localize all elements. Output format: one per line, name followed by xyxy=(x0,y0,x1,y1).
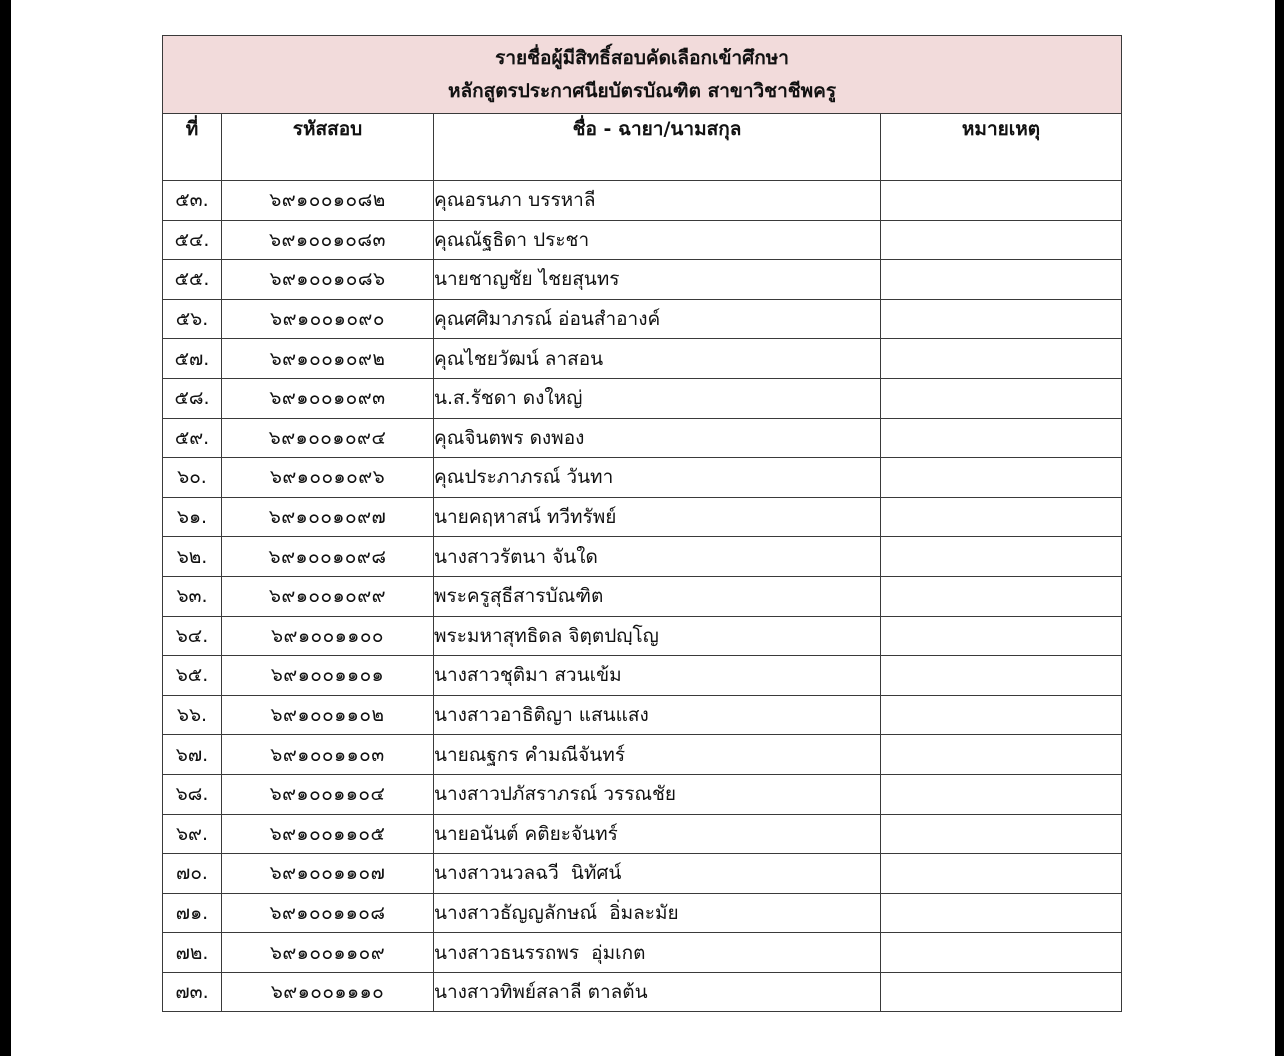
cell-code: ๖๙๑๐๐๑๑๐๔ xyxy=(222,774,434,814)
cell-no: ๗๓. xyxy=(163,972,222,1012)
table-row xyxy=(163,260,1122,300)
cell-no: ๕๙. xyxy=(163,418,222,458)
cell-no: ๗๐. xyxy=(163,854,222,894)
table-row xyxy=(163,576,1122,616)
cell-no: ๗๒. xyxy=(163,933,222,973)
cell-note xyxy=(881,656,1122,696)
cell-code: ๖๙๑๐๐๑๐๙๒ xyxy=(222,339,434,379)
cell-note xyxy=(881,854,1122,894)
cell-name: นายณฐกร คำมณีจันทร์ xyxy=(434,735,881,775)
cell-name: นางสาวอาธิติญา แสนแสง xyxy=(434,695,881,735)
cell-code: ๖๙๑๐๐๑๑๐๗ xyxy=(222,854,434,894)
table-row xyxy=(163,220,1122,260)
cell-name: คุณอรนภา บรรหาลี xyxy=(434,181,881,221)
cell-no: ๕๔. xyxy=(163,220,222,260)
cell-note xyxy=(881,893,1122,933)
table-row xyxy=(163,854,1122,894)
cell-note xyxy=(881,220,1122,260)
cell-note xyxy=(881,497,1122,537)
table-row xyxy=(163,656,1122,696)
cell-note xyxy=(881,735,1122,775)
cell-no: ๖๓. xyxy=(163,576,222,616)
cell-note xyxy=(881,299,1122,339)
header-code: รหัสสอบ xyxy=(222,114,434,181)
cell-name: นางสาวชุติมา สวนเข้ม xyxy=(434,656,881,696)
cell-code: ๖๙๑๐๐๑๐๘๓ xyxy=(222,220,434,260)
cell-no: ๖๒. xyxy=(163,537,222,577)
table-row xyxy=(163,814,1122,854)
candidate-table xyxy=(162,35,1122,1012)
cell-code: ๖๙๑๐๐๑๑๐๘ xyxy=(222,893,434,933)
table-row xyxy=(163,418,1122,458)
cell-code: ๖๙๑๐๐๑๐๙๗ xyxy=(222,497,434,537)
cell-note xyxy=(881,378,1122,418)
title-row xyxy=(163,36,1122,114)
cell-code: ๖๙๑๐๐๑๐๙๓ xyxy=(222,378,434,418)
cell-name: นางสาวนวลฉวี นิทัศน์ xyxy=(434,854,881,894)
cell-note xyxy=(881,695,1122,735)
cell-code: ๖๙๑๐๐๑๑๐๒ xyxy=(222,695,434,735)
cell-no: ๖๑. xyxy=(163,497,222,537)
cell-no: ๕๖. xyxy=(163,299,222,339)
cell-note xyxy=(881,537,1122,577)
cell-note xyxy=(881,616,1122,656)
cell-note xyxy=(881,418,1122,458)
cell-note xyxy=(881,814,1122,854)
cell-no: ๖๕. xyxy=(163,656,222,696)
table-body xyxy=(163,181,1122,1012)
table-row xyxy=(163,537,1122,577)
cell-no: ๕๗. xyxy=(163,339,222,379)
table-row xyxy=(163,299,1122,339)
cell-name: น.ส.รัชดา ดงใหญ่ xyxy=(434,378,881,418)
left-border-bar xyxy=(0,0,11,1056)
table-row xyxy=(163,497,1122,537)
column-header-row xyxy=(163,114,1122,181)
cell-name: พระครูสุธีสารบัณฑิต xyxy=(434,576,881,616)
header-note: หมายเหตุ xyxy=(881,114,1122,181)
table-row xyxy=(163,972,1122,1012)
title-line-1: รายชื่อผู้มีสิทธิ์สอบคัดเลือกเข้าศึกษา xyxy=(495,46,789,69)
table-row xyxy=(163,933,1122,973)
cell-no: ๕๕. xyxy=(163,260,222,300)
cell-code: ๖๙๑๐๐๑๑๐๙ xyxy=(222,933,434,973)
cell-no: ๕๘. xyxy=(163,378,222,418)
cell-note xyxy=(881,576,1122,616)
cell-code: ๖๙๑๐๐๑๑๐๐ xyxy=(222,616,434,656)
header-name: ชื่อ - ฉายา/นามสกุล xyxy=(434,114,881,181)
cell-note xyxy=(881,339,1122,379)
cell-no: ๖๖. xyxy=(163,695,222,735)
table-row xyxy=(163,339,1122,379)
cell-name: คุณณัฐธิดา ประชา xyxy=(434,220,881,260)
table-row xyxy=(163,378,1122,418)
cell-note xyxy=(881,972,1122,1012)
cell-code: ๖๙๑๐๐๑๐๘๖ xyxy=(222,260,434,300)
cell-no: ๖๙. xyxy=(163,814,222,854)
cell-no: ๗๑. xyxy=(163,893,222,933)
cell-code: ๖๙๑๐๐๑๐๙๔ xyxy=(222,418,434,458)
table-row xyxy=(163,893,1122,933)
cell-name: คุณประภาภรณ์ วันทา xyxy=(434,458,881,498)
cell-name: นายชาญชัย ไชยสุนทร xyxy=(434,260,881,300)
document-title xyxy=(163,36,1122,114)
cell-name: นายคฤหาสน์ ทวีทรัพย์ xyxy=(434,497,881,537)
cell-note xyxy=(881,458,1122,498)
cell-no: ๕๓. xyxy=(163,181,222,221)
cell-code: ๖๙๑๐๐๑๑๐๕ xyxy=(222,814,434,854)
cell-name: คุณศศิมาภรณ์ อ่อนสำอางค์ xyxy=(434,299,881,339)
table-row xyxy=(163,458,1122,498)
cell-name: นางสาวธนรรถพร อุ่มเกต xyxy=(434,933,881,973)
cell-code: ๖๙๑๐๐๑๐๙๖ xyxy=(222,458,434,498)
cell-name: นางสาวทิพย์สลาลี ตาลต้น xyxy=(434,972,881,1012)
cell-name: นางสาวรัตนา จันใด xyxy=(434,537,881,577)
cell-code: ๖๙๑๐๐๑๐๙๐ xyxy=(222,299,434,339)
table-row xyxy=(163,181,1122,221)
cell-name: นางสาวปภัสราภรณ์ วรรณชัย xyxy=(434,774,881,814)
cell-code: ๖๙๑๐๐๑๐๙๘ xyxy=(222,537,434,577)
cell-name: พระมหาสุทธิดล จิตฺตปญฺโญ xyxy=(434,616,881,656)
cell-no: ๖๗. xyxy=(163,735,222,775)
cell-code: ๖๙๑๐๐๑๐๙๙ xyxy=(222,576,434,616)
table-row xyxy=(163,735,1122,775)
cell-code: ๖๙๑๐๐๑๐๘๒ xyxy=(222,181,434,221)
header-no: ที่ xyxy=(163,114,222,181)
cell-code: ๖๙๑๐๐๑๑๐๓ xyxy=(222,735,434,775)
table-row xyxy=(163,695,1122,735)
cell-name: นายอนันต์ คติยะจันทร์ xyxy=(434,814,881,854)
right-border-bar xyxy=(1275,0,1284,1056)
cell-name: คุณไชยวัฒน์ ลาสอน xyxy=(434,339,881,379)
table-row xyxy=(163,774,1122,814)
cell-note xyxy=(881,181,1122,221)
cell-note xyxy=(881,260,1122,300)
cell-name: นางสาวธัญญลักษณ์ อิ่มละมัย xyxy=(434,893,881,933)
cell-code: ๖๙๑๐๐๑๑๐๑ xyxy=(222,656,434,696)
title-line-2: หลักสูตรประกาศนียบัตรบัณฑิต สาขาวิชาชีพครู xyxy=(447,79,837,102)
cell-note xyxy=(881,933,1122,973)
cell-no: ๖๔. xyxy=(163,616,222,656)
cell-note xyxy=(881,774,1122,814)
cell-code: ๖๙๑๐๐๑๑๑๐ xyxy=(222,972,434,1012)
cell-no: ๖๘. xyxy=(163,774,222,814)
cell-no: ๖๐. xyxy=(163,458,222,498)
table-row xyxy=(163,616,1122,656)
cell-name: คุณจินตพร ดงพอง xyxy=(434,418,881,458)
